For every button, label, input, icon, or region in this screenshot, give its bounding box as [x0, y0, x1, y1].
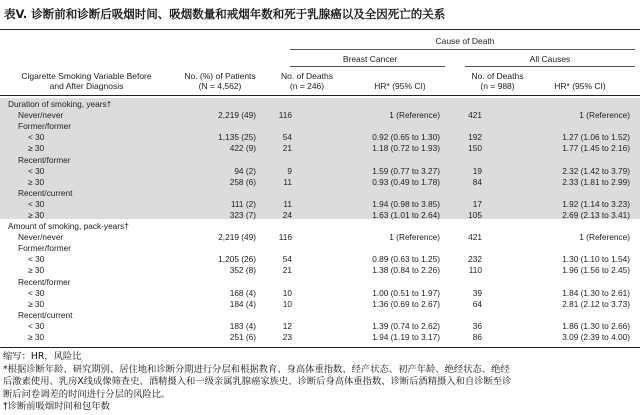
cell-bc-deaths: 9: [287, 165, 292, 176]
header-patients-line2: (N = 4,562): [198, 81, 242, 91]
row-label: < 30: [28, 198, 45, 209]
cell-bc-hr: 0.93 (0.49 to 1.78): [372, 176, 440, 187]
row-label: ≥ 30: [28, 332, 45, 342]
cell-bc-deaths: 116: [278, 110, 292, 121]
header-variable: [4, 71, 169, 91]
cell-ac-hr: 1.96 (1.56 to 2.45): [562, 265, 630, 276]
row-label: < 30: [28, 165, 45, 176]
cell-ac-deaths: 64: [472, 298, 482, 309]
row-label: Never/never: [18, 232, 64, 243]
cell-ac-deaths: 192: [468, 132, 482, 143]
row-label: ≥ 30: [28, 265, 45, 276]
cell-patients: 422 (9): [229, 143, 256, 154]
header-patients: [170, 71, 270, 91]
cell-ac-hr: 2.33 (1.81 to 2.99): [562, 176, 630, 187]
cell-bc-hr: 1 (Reference): [389, 232, 440, 243]
cell-ac-hr: 2.32 (1.42 to 3.79): [562, 165, 630, 176]
header-ac-deaths-line2: (n = 988): [480, 81, 515, 91]
cell-bc-deaths: 11: [283, 176, 292, 187]
cell-ac-hr: 1.84 (1.30 to 2.61): [562, 287, 630, 298]
header-ac-hr: HR* (95% CI): [554, 81, 606, 91]
row-label: Recent/current: [18, 309, 73, 320]
header-breast-cancer: Breast Cancer: [342, 54, 398, 64]
cell-bc-deaths: 24: [282, 210, 292, 220]
cell-bc-deaths: 116: [278, 232, 292, 243]
row-label: Amount of smoking, pack-years†: [8, 221, 129, 231]
header-variable-line2: and After Diagnosis: [49, 81, 124, 91]
cell-ac-deaths: 39: [472, 287, 482, 298]
cell-patients: 352 (8): [229, 265, 256, 276]
cell-bc-hr: 1.18 (0.72 to 1.93): [372, 143, 440, 154]
cell-patients: 1,205 (26): [218, 254, 256, 265]
row-label: < 30: [28, 287, 45, 298]
cell-bc-hr: 1.39 (0.74 to 2.62): [372, 320, 440, 331]
cell-ac-deaths: 421: [468, 110, 482, 121]
row-label: Former/former: [18, 121, 72, 132]
cell-patients: 258 (6): [229, 176, 256, 187]
cell-ac-hr: 1 (Reference): [579, 110, 630, 121]
cell-patients: 94 (2): [234, 165, 256, 176]
row-label: < 30: [28, 320, 45, 331]
cell-ac-hr: 2.81 (2.12 to 3.73): [562, 298, 630, 309]
cell-ac-deaths: 17: [472, 198, 482, 209]
header-bc-deaths-line2: (n = 246): [289, 81, 325, 91]
cell-bc-deaths: 54: [282, 254, 292, 265]
cell-bc-deaths: 21: [282, 265, 292, 276]
header-patients-line1: No. (%) of Patients: [184, 71, 256, 81]
row-label: ≥ 30: [28, 143, 45, 154]
row-label: < 30: [28, 254, 45, 265]
cell-patients: 184 (4): [229, 298, 256, 309]
cell-ac-deaths: 105: [468, 210, 482, 220]
cell-bc-deaths: 21: [282, 143, 292, 154]
footnote-line: *根据诊断年龄、研究期别、居住地和诊断分期进行分层和根据教育、身高体重指数、经产状态、初产年龄、绝经状态、绝经: [3, 363, 510, 375]
header-variable-line1: Cigarette Smoking Variable Before: [21, 71, 152, 81]
cell-bc-hr: 1.94 (1.19 to 3.17): [372, 332, 440, 342]
cell-ac-deaths: 84: [472, 176, 482, 187]
cell-bc-hr: 1.38 (0.84 to 2.26): [372, 265, 440, 276]
row-label: ≥ 30: [28, 298, 45, 309]
cell-patients: 1,135 (25): [218, 132, 256, 143]
header-bc-hr: HR* (95% CI): [374, 81, 426, 91]
row-label: Recent/current: [18, 187, 73, 198]
cell-patients: 2,219 (49): [218, 232, 256, 243]
cell-ac-hr: 1.77 (1.45 to 2.16): [562, 143, 630, 154]
row-label: ≥ 30: [28, 210, 45, 220]
cell-ac-deaths: 19: [472, 165, 482, 176]
cell-ac-hr: 1.86 (1.30 to 2.66): [562, 320, 630, 331]
cell-bc-deaths: 54: [282, 132, 292, 143]
cell-patients: 2,219 (49): [218, 110, 256, 121]
cell-bc-hr: 1.94 (0.98 to 3.85): [372, 198, 440, 209]
row-label: ≥ 30: [28, 176, 45, 187]
cell-ac-deaths: 421: [468, 232, 482, 243]
cell-ac-hr: 1.30 (1.10 to 1.54): [562, 254, 630, 265]
header-bc-deaths-line1: No. of Deaths: [281, 71, 333, 81]
cell-bc-hr: 0.89 (0.63 to 1.25): [372, 254, 440, 265]
cell-ac-deaths: 86: [472, 332, 482, 342]
row-label: < 30: [28, 132, 45, 143]
cell-patients: 183 (4): [229, 320, 256, 331]
cell-patients: 111 (2): [230, 198, 256, 209]
table-title: 表V. 诊断前和诊断后吸烟时间、吸烟数量和戒烟年数和死于乳腺癌以及全因死亡的关系: [4, 7, 446, 21]
cell-bc-deaths: 10: [282, 287, 292, 298]
cell-bc-hr: 0.92 (0.65 to 1.30): [372, 132, 440, 143]
cell-bc-hr: 1.36 (0.69 to 2.67): [372, 298, 440, 309]
rule-table-bottom: [0, 347, 640, 348]
cell-ac-hr: 2.69 (2.13 to 3.41): [562, 210, 630, 220]
cell-ac-hr: 3.09 (2.39 to 4.00): [562, 332, 630, 342]
cell-bc-deaths: 23: [282, 332, 292, 342]
footnote-line: 缩写：HR，风险比: [3, 351, 82, 362]
cell-ac-hr: 1.27 (1.06 to 1.52): [562, 132, 630, 143]
rule-cause-of-death: [290, 49, 635, 50]
rule-top: [0, 29, 640, 30]
row-label: Former/former: [18, 243, 72, 254]
cell-patients: 251 (6): [229, 332, 256, 342]
cell-bc-hr: 1.63 (1.01 to 2.64): [372, 210, 440, 220]
cell-ac-deaths: 110: [468, 265, 482, 276]
row-label: Never/never: [18, 110, 64, 121]
cell-bc-hr: 1 (Reference): [389, 110, 440, 121]
footnote-line: 断后问卷调差的时间进行分层的风险比。: [3, 388, 171, 400]
table-row: [0, 331, 640, 343]
cell-bc-deaths: 10: [282, 298, 292, 309]
footnote-line: †诊断前吸烟时间和包年数: [3, 401, 110, 413]
cell-ac-hr: 1.92 (1.14 to 3.23): [562, 198, 630, 209]
cell-ac-deaths: 150: [468, 143, 482, 154]
header-bc-deaths: [262, 71, 352, 91]
row-label: Recent/former: [18, 154, 71, 165]
cell-patients: 168 (4): [229, 287, 256, 298]
cell-patients: 323 (7): [229, 210, 256, 220]
cell-bc-deaths: 12: [282, 320, 292, 331]
cell-bc-hr: 1.00 (0.51 to 1.97): [372, 287, 440, 298]
cell-ac-hr: 1 (Reference): [579, 232, 630, 243]
cell-bc-deaths: 11: [283, 198, 292, 209]
header-ac-deaths-line1: No. of Deaths: [471, 71, 524, 81]
rule-header-bottom: [0, 95, 640, 96]
cell-ac-deaths: 232: [468, 254, 482, 265]
footnote-line: 后激素使用、乳房X线成像筛查史、酒精摄入和一级亲属乳腺癌家族史、诊断后身高体重指数、诊断后酒精摄入和自诊断至诊: [3, 376, 512, 388]
rule-all-causes: [465, 66, 635, 67]
cell-ac-deaths: 36: [472, 320, 482, 331]
cell-bc-hr: 1.59 (0.77 to 3.27): [372, 165, 440, 176]
header-cause-of-death: Cause of Death: [435, 36, 495, 46]
header-all-causes: All Causes: [529, 54, 571, 64]
row-label: Duration of smoking, years†: [8, 99, 112, 109]
row-label: Recent/former: [18, 276, 71, 287]
rule-breast-cancer: [290, 66, 445, 67]
